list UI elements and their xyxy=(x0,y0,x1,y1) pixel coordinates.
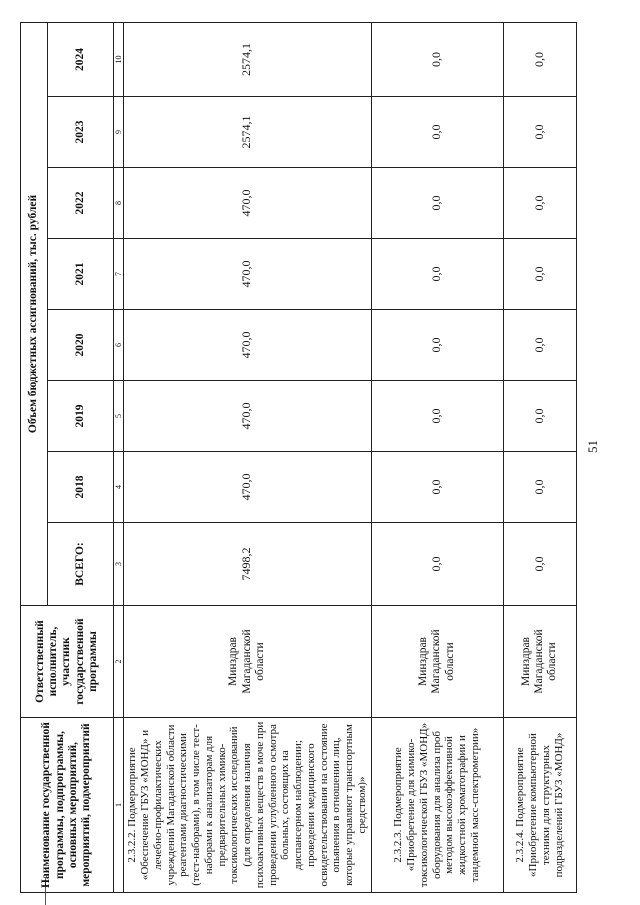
activity-name: 2.3.2.4. Подмероприятие «Приобретение компьютерной техники для структурных подразделений ГБУЗ «МОНД» xyxy=(503,718,576,893)
header-year: 2020 xyxy=(48,310,114,381)
page-number: 51 xyxy=(585,440,600,453)
value-cell: 470,0 xyxy=(124,310,371,381)
value-cell: 0,0 xyxy=(503,23,576,97)
column-number: 2 xyxy=(114,606,124,718)
executor-cell: Минздрав Магаданской области xyxy=(124,606,371,718)
header-year: 2024 xyxy=(48,23,114,97)
executor-cell: Минздрав Магаданской области xyxy=(503,606,576,718)
column-number: 4 xyxy=(114,452,124,523)
activity-name: 2.3.2.3. Подмероприятие «Приобретение для химико-токсикологической ГБУЗ «МОНД» оборудования для анализа проб методом высокоэффективной жидкостной хроматографии и тандемной масс-спектрометрии» xyxy=(371,718,503,893)
value-cell: 470,0 xyxy=(124,452,371,523)
table-row xyxy=(503,23,576,893)
value-cell: 0,0 xyxy=(371,168,503,239)
value-cell: 0,0 xyxy=(503,452,576,523)
column-number-row xyxy=(114,23,124,893)
column-number: 9 xyxy=(114,97,124,168)
value-cell: 0,0 xyxy=(503,239,576,310)
value-total: 0,0 xyxy=(371,523,503,606)
value-cell: 0,0 xyxy=(371,97,503,168)
header-row-1 xyxy=(21,23,48,893)
budget-table xyxy=(20,22,577,893)
column-number: 1 xyxy=(114,718,124,893)
column-number: 8 xyxy=(114,168,124,239)
value-cell: 470,0 xyxy=(124,168,371,239)
header-year: 2019 xyxy=(48,381,114,452)
header-total: ВСЕГО: xyxy=(48,523,114,606)
header-year: 2023 xyxy=(48,97,114,168)
value-cell: 2574,1 xyxy=(124,23,371,97)
value-cell: 0,0 xyxy=(371,239,503,310)
header-year: 2022 xyxy=(48,168,114,239)
table-row xyxy=(124,23,371,893)
column-number: 3 xyxy=(114,523,124,606)
value-cell: 0,0 xyxy=(371,452,503,523)
value-cell: 0,0 xyxy=(503,97,576,168)
value-total: 7498,2 xyxy=(124,523,371,606)
table-row xyxy=(371,23,503,893)
column-number: 10 xyxy=(114,23,124,97)
value-cell: 470,0 xyxy=(124,381,371,452)
value-cell: 0,0 xyxy=(503,168,576,239)
column-number: 6 xyxy=(114,310,124,381)
value-cell: 0,0 xyxy=(503,381,576,452)
header-year: 2018 xyxy=(48,452,114,523)
header-name: Наименование государственной программы, подпрограммы, основных мероприятий, мероприятий, подмероприятий xyxy=(21,718,114,893)
executor-cell: Минздрав Магаданской области xyxy=(371,606,503,718)
activity-name: 2.3.2.2. Подмероприятие «Обеспечение ГБУЗ «МОНД» и лечебно-профилактических учреждений Магаданской области реагентами диагностическими (тест-наборами), в том числе тест-наборами к анализаторам для предварительных химико-токсикологических исследований (для определения наличия психоактивных веществ в моче при проведении углубленного осмотра больных, состоящих на диспансерном наблюдении; проведении медицинского освидетельствования на состояние опьянения в отношении лиц, которые управляют транспортным средством)» xyxy=(124,718,371,893)
value-cell: 0,0 xyxy=(371,23,503,97)
header-year: 2021 xyxy=(48,239,114,310)
value-cell: 0,0 xyxy=(371,310,503,381)
value-cell: 0,0 xyxy=(371,381,503,452)
value-cell: 0,0 xyxy=(503,310,576,381)
column-number: 5 xyxy=(114,381,124,452)
value-total: 0,0 xyxy=(503,523,576,606)
value-cell: 470,0 xyxy=(124,239,371,310)
header-executor: Ответственный исполнитель, участник государственной программы xyxy=(21,606,114,718)
column-number: 7 xyxy=(114,239,124,310)
value-cell: 2574,1 xyxy=(124,97,371,168)
header-budget-group: Объем бюджетных ассигнований, тыс. рублей xyxy=(21,23,48,606)
